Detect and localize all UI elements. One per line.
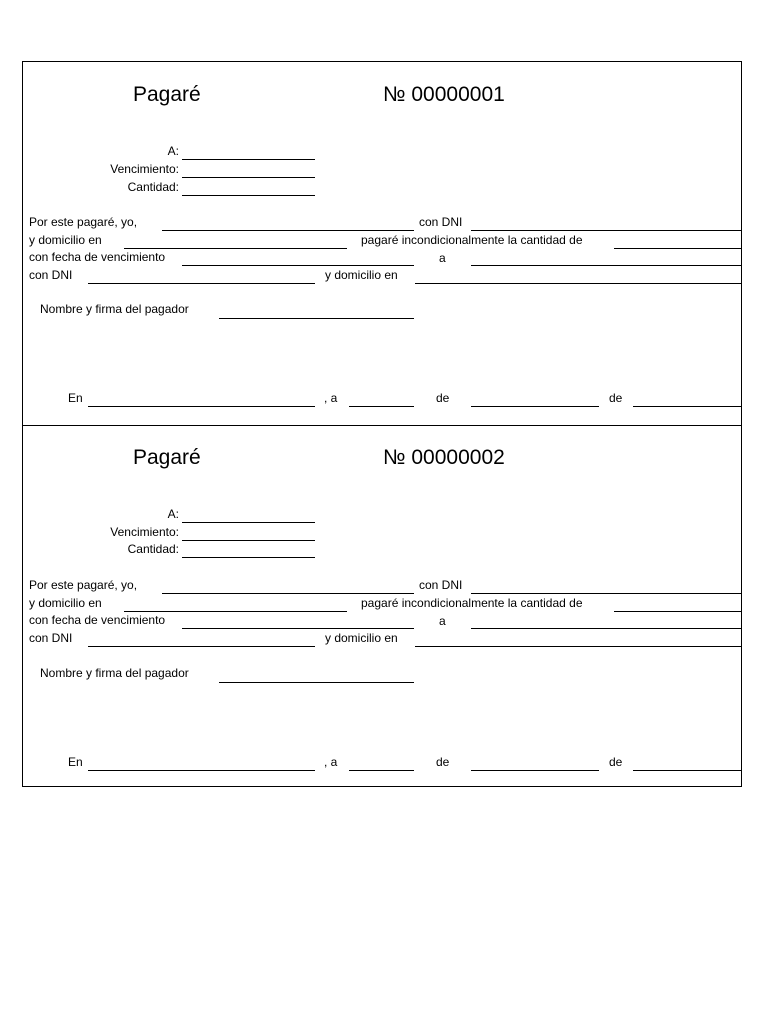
amount-field[interactable] (614, 248, 742, 249)
text-de: de (436, 391, 450, 405)
text-de-2: de (609, 755, 623, 769)
text-con-dni-2: con DNI (29, 268, 73, 282)
text-con-dni: con DNI (419, 578, 463, 592)
month-field[interactable] (471, 770, 599, 771)
due-date-field[interactable] (182, 265, 414, 266)
payee-dni-field[interactable] (88, 283, 315, 284)
text-nombre-firma: Nombre y firma del pagador (40, 666, 189, 680)
text-con-dni: con DNI (419, 215, 463, 229)
label-a: A: (167, 144, 179, 158)
amount-field[interactable] (614, 611, 742, 612)
text-por-este-pagare: Por este pagaré, yo, (29, 578, 138, 592)
text-de: de (436, 755, 450, 769)
cantidad-field[interactable] (182, 557, 315, 558)
year-field[interactable] (633, 770, 742, 771)
vencimiento-field[interactable] (182, 177, 315, 178)
text-con-fecha-vencimiento: con fecha de vencimiento (29, 250, 166, 264)
text-nombre-firma: Nombre y firma del pagador (40, 302, 189, 316)
payee-name-field[interactable] (471, 265, 742, 266)
pagare-note-2 (23, 426, 741, 789)
signature-field[interactable] (219, 682, 414, 683)
payee-address-field[interactable] (415, 646, 742, 647)
text-con-fecha-vencimiento: con fecha de vencimiento (29, 613, 166, 627)
month-field[interactable] (471, 406, 599, 407)
text-coma-a: , a (324, 391, 338, 405)
signature-field[interactable] (219, 318, 414, 319)
label-vencimiento: Vencimiento: (110, 162, 179, 176)
place-field[interactable] (88, 770, 315, 771)
cantidad-field[interactable] (182, 195, 315, 196)
note-number: № 00000002 (383, 446, 505, 469)
due-date-field[interactable] (182, 628, 414, 629)
text-por-este-pagare: Por este pagaré, yo, (29, 215, 138, 229)
payer-dni-field[interactable] (471, 230, 742, 231)
text-a: a (439, 251, 446, 265)
payer-address-field[interactable] (124, 248, 347, 249)
text-en: En (68, 391, 83, 405)
payer-name-field[interactable] (162, 230, 414, 231)
text-domicilio-en: y domicilio en (29, 233, 102, 247)
note-title: Pagaré (133, 446, 201, 469)
payer-name-field[interactable] (162, 593, 414, 594)
note-number: № 00000001 (383, 83, 505, 106)
text-pagare-incondicionalmente: pagaré incondicionalmente la cantidad de (361, 596, 583, 610)
payee-address-field[interactable] (415, 283, 742, 284)
label-cantidad: Cantidad: (127, 542, 179, 556)
text-domicilio-en: y domicilio en (29, 596, 102, 610)
label-vencimiento: Vencimiento: (110, 525, 179, 539)
text-a: a (439, 614, 446, 628)
pagare-note-1 (23, 62, 741, 425)
payer-dni-field[interactable] (471, 593, 742, 594)
payee-name-field[interactable] (471, 628, 742, 629)
text-con-dni-2: con DNI (29, 631, 73, 645)
payee-dni-field[interactable] (88, 646, 315, 647)
day-field[interactable] (349, 770, 414, 771)
text-pagare-incondicionalmente: pagaré incondicionalmente la cantidad de (361, 233, 583, 247)
payer-address-field[interactable] (124, 611, 347, 612)
year-field[interactable] (633, 406, 742, 407)
pagare-form-sheet (22, 61, 742, 787)
text-en: En (68, 755, 83, 769)
text-domicilio-en-2: y domicilio en (325, 631, 398, 645)
a-field[interactable] (182, 522, 315, 523)
day-field[interactable] (349, 406, 414, 407)
a-field[interactable] (182, 159, 315, 160)
place-field[interactable] (88, 406, 315, 407)
text-de-2: de (609, 391, 623, 405)
label-cantidad: Cantidad: (127, 180, 179, 194)
text-domicilio-en-2: y domicilio en (325, 268, 398, 282)
label-a: A: (167, 507, 179, 521)
text-coma-a: , a (324, 755, 338, 769)
note-title: Pagaré (133, 83, 201, 106)
vencimiento-field[interactable] (182, 540, 315, 541)
